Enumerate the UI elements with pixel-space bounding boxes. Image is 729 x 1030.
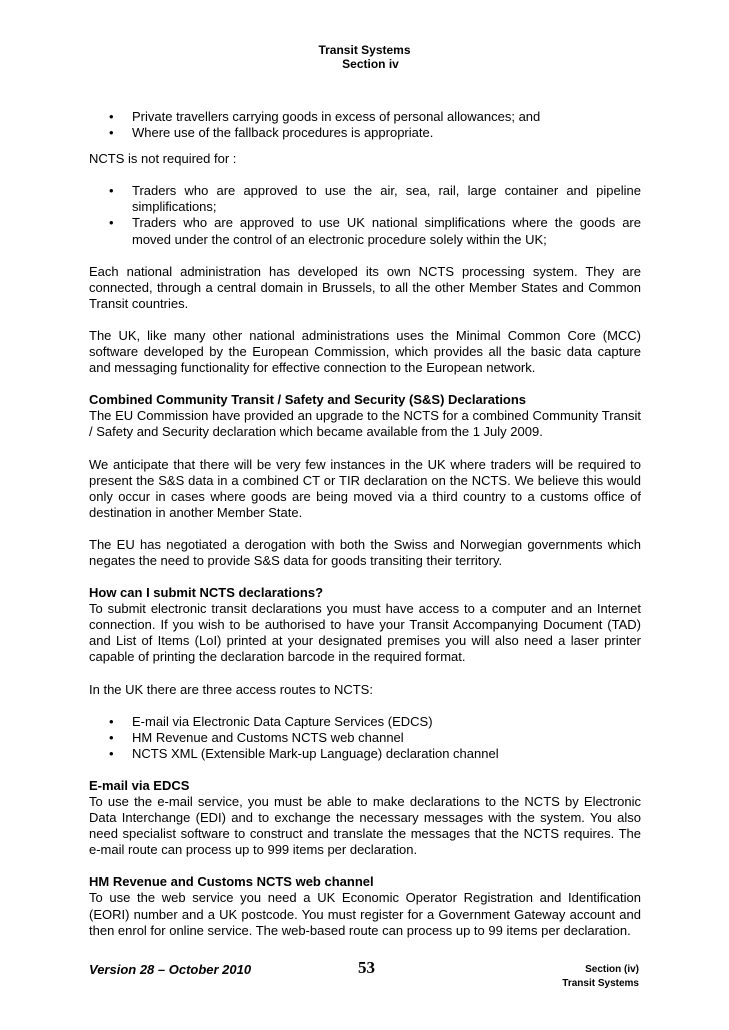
list-item-text: HM Revenue and Customs NCTS web channel	[132, 729, 404, 745]
header-section: Section iv	[342, 57, 399, 71]
bullet-icon: •	[109, 109, 114, 124]
list-item-text: Traders who are approved to use the air, sea, rail, large container and pipeline simplifications;	[132, 183, 641, 215]
web-section	[89, 874, 641, 938]
list-item-text: NCTS XML (Extensible Mark-up Language) declaration channel	[132, 745, 499, 761]
mcc-paragraph: The UK, like many other national administrations uses the Minimal Common Core (MCC) software developed by the European Commission, which provides all the basic data capture and messaging functionality for effective connection to the European network.	[89, 327, 641, 376]
ss-heading: Combined Community Transit / Safety and Security (S&S) Declarations	[89, 392, 527, 408]
web-body: To use the web service you need a UK Economic Operator Registration and Identification (EORI) number and a UK postcode. You must register for a Government Gateway account and then enrol for online service. The web-based route can process up to 99 items per declaration.	[89, 890, 641, 938]
submit-heading: How can I submit NCTS declarations?	[89, 585, 324, 601]
email-heading: E-mail via EDCS	[89, 777, 190, 793]
document-body	[89, 109, 641, 955]
header-title: Transit Systems	[318, 43, 411, 57]
page-number: 53	[358, 958, 375, 977]
list-item	[89, 125, 641, 141]
list-item	[89, 109, 641, 125]
routes-bullet-list	[89, 714, 641, 762]
list-item-text: Private travellers carrying goods in excess of personal allowances; and	[132, 109, 541, 124]
page-header	[0, 43, 729, 71]
ss-body: The EU Commission have provided an upgrade to the NCTS for a combined Community Transit / Safety and Security declaration which became available from the 1 July 2009.	[89, 408, 641, 440]
list-item	[89, 215, 641, 247]
not-required-bullet-list	[89, 183, 641, 247]
ss-section	[89, 392, 641, 440]
bullet-icon: •	[109, 729, 114, 745]
bullet-icon: •	[109, 745, 114, 761]
web-heading: HM Revenue and Customs NCTS web channel	[89, 874, 374, 890]
bullet-icon: •	[109, 215, 114, 231]
footer-section: Section (iv)	[585, 964, 639, 975]
footer-version: Version 28 – October 2010	[89, 962, 252, 977]
list-item	[89, 730, 641, 746]
footer-title: Transit Systems	[562, 978, 639, 989]
bullet-icon: •	[109, 125, 114, 141]
anticipate-paragraph: We anticipate that there will be very few instances in the UK where traders will be required to present the S&S data in a combined CT or TIR declaration on the NCTS. We believe this would only occur in cases where goods are being moved via a third country to a customs office of destination in another Member State.	[89, 456, 641, 520]
intro-bullet-list	[89, 109, 641, 141]
list-item	[89, 183, 641, 215]
email-body: To use the e-mail service, you must be able to make declarations to the NCTS by Electronic Data Interchange (EDI) and to exchange the necessary messages with the system. You also need specialist software to construct and translate the messages that the NCTS requires. The e-mail route can process up to 999 items per declaration.	[89, 794, 641, 858]
bullet-icon: •	[109, 713, 114, 729]
submit-section	[89, 585, 641, 665]
email-section	[89, 778, 641, 858]
submit-body: To submit electronic transit declarations you must have access to a computer and an Internet connection. If you wish to be authorised to have your Transit Accompanying Document (TAD) and List of Items (LoI) printed at your designated premises you will also need a laser printer capable of printing the declaration barcode in the required format.	[89, 601, 641, 665]
list-item-text: E-mail via Electronic Data Capture Services (EDCS)	[132, 713, 433, 729]
not-required-intro: NCTS is not required for :	[89, 151, 237, 167]
derogation-paragraph: The EU has negotiated a derogation with both the Swiss and Norwegian governments which negates the need to provide S&S data for goods transiting their territory.	[89, 536, 641, 568]
list-item	[89, 714, 641, 730]
bullet-icon: •	[109, 183, 114, 199]
list-item	[89, 746, 641, 762]
list-item-text: Traders who are approved to use UK national simplifications where the goods are moved under the control of an electronic procedure solely within the UK;	[132, 215, 641, 247]
footer-section-block	[562, 963, 639, 991]
routes-intro: In the UK there are three access routes to NCTS:	[89, 681, 373, 697]
list-item-text: Where use of the fallback procedures is appropriate.	[132, 125, 434, 141]
national-admin-paragraph: Each national administration has developed its own NCTS processing system. They are connected, through a central domain in Brussels, to all the other Member States and Common Transit countries.	[89, 263, 641, 311]
